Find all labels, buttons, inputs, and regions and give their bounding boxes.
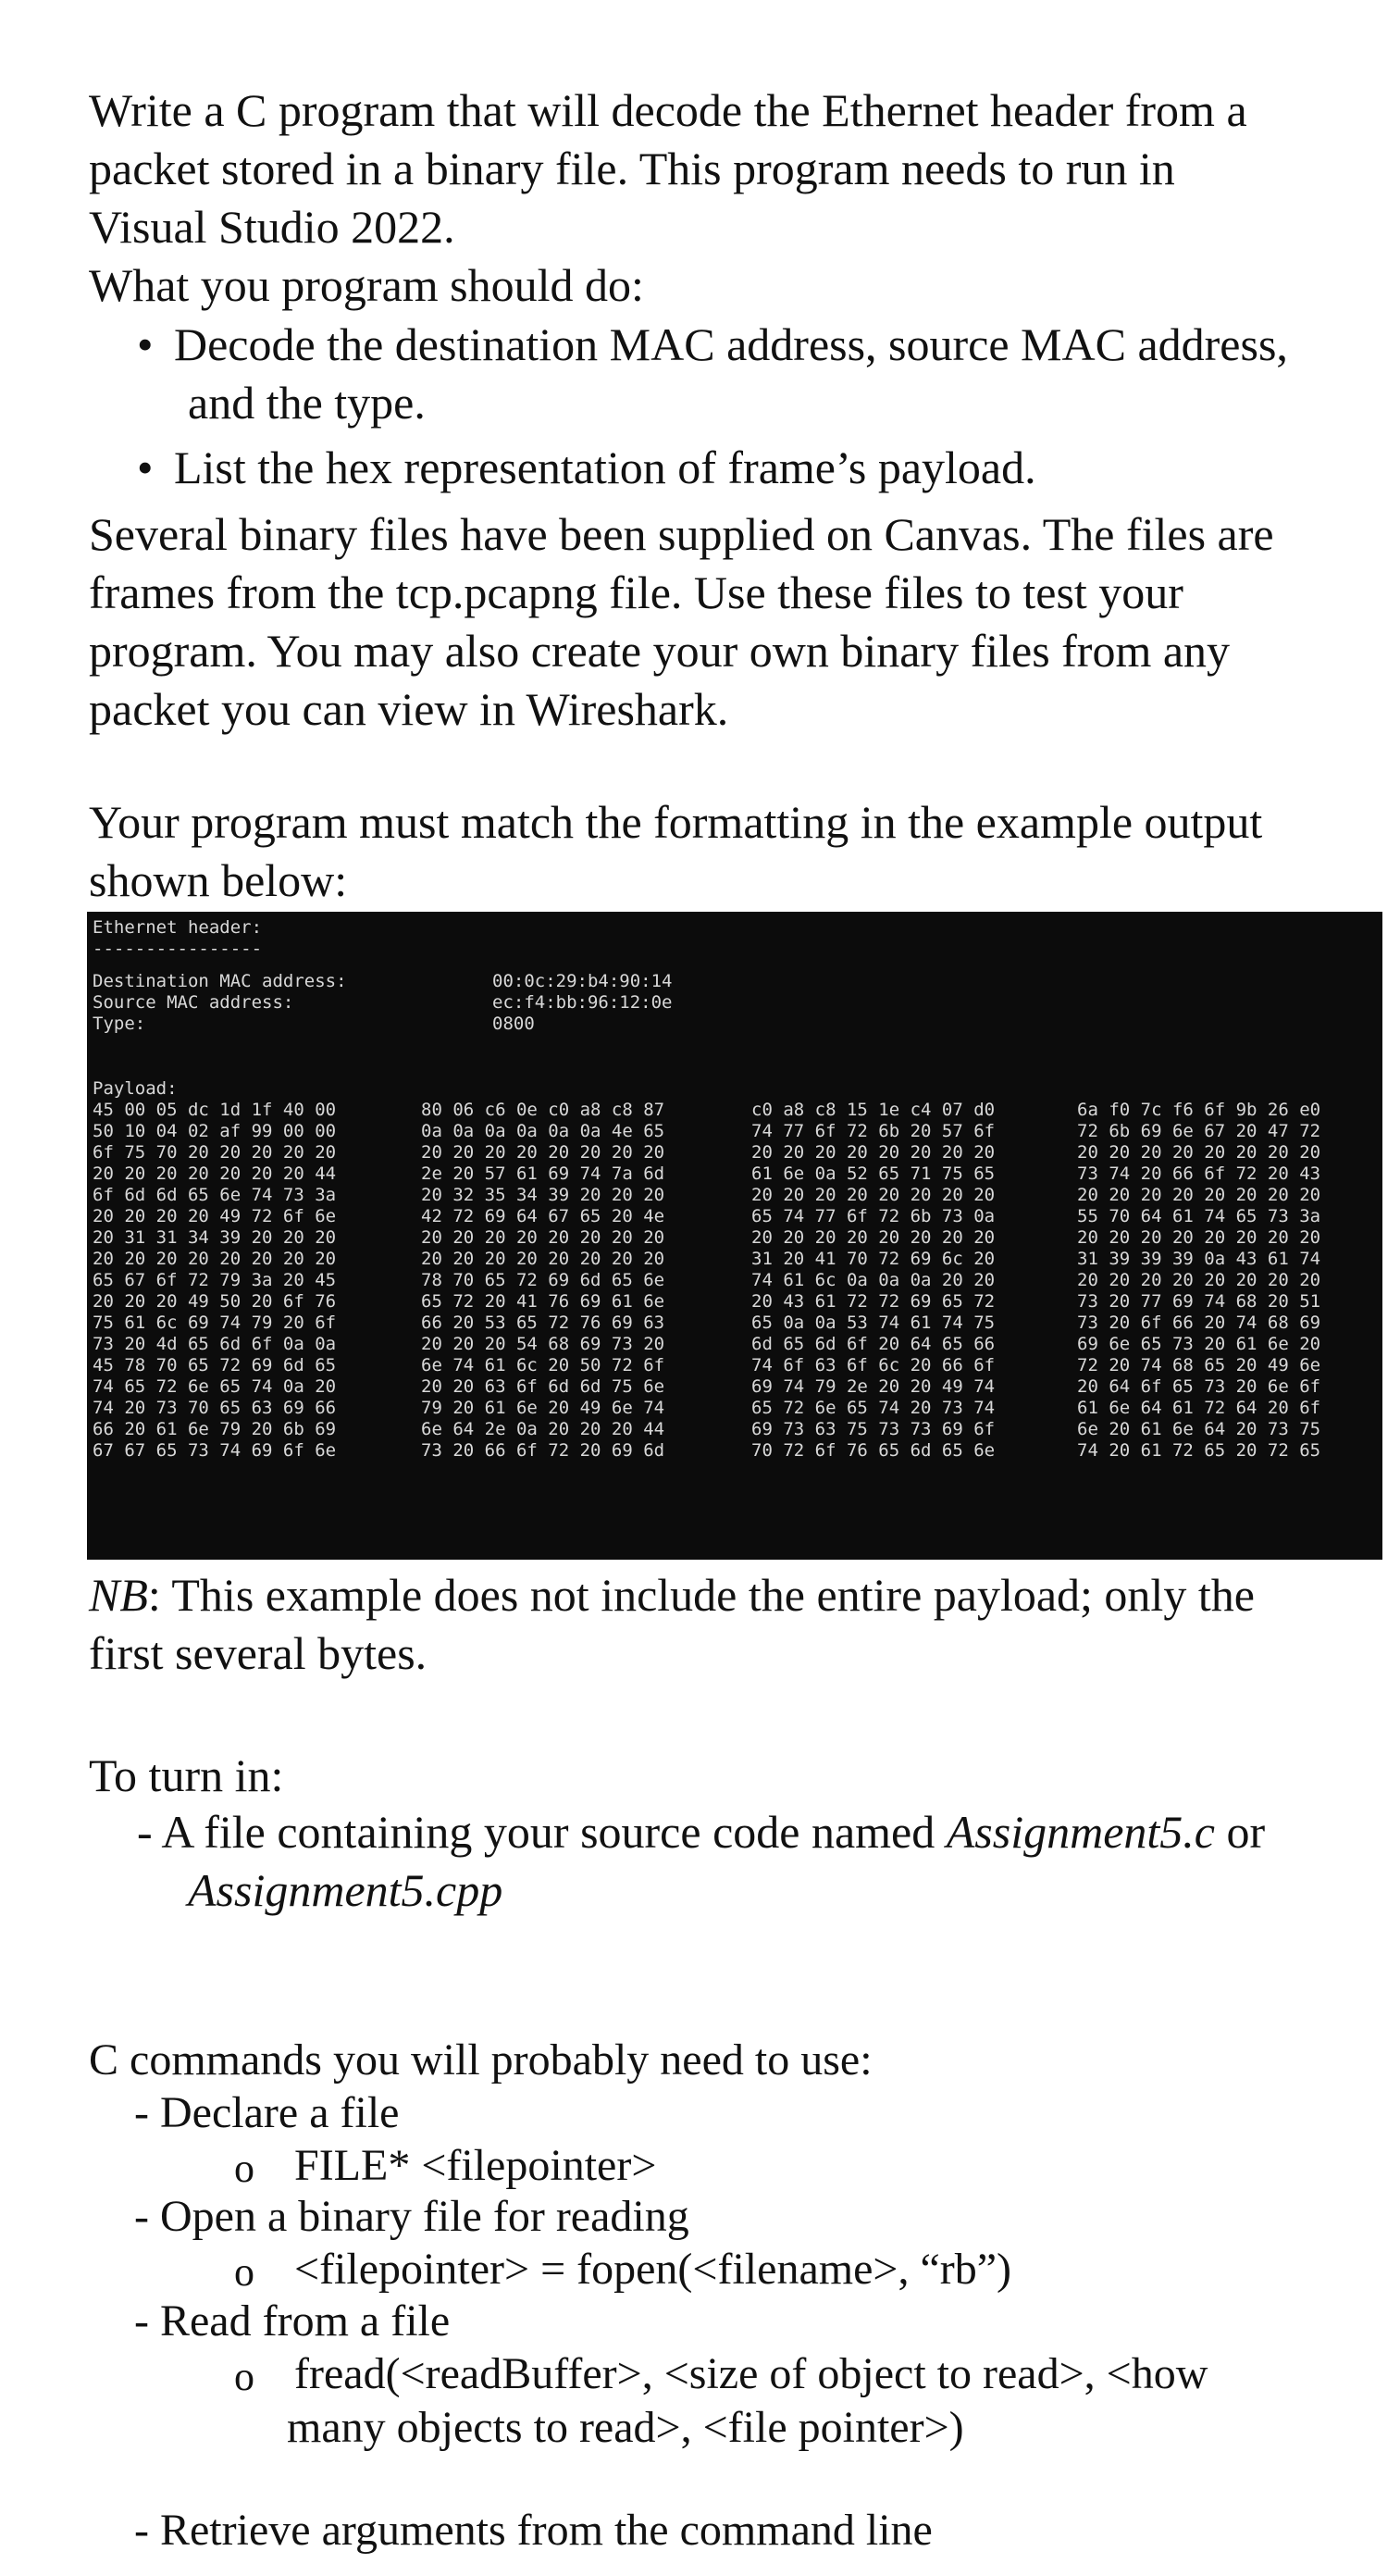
payload-hex-group: 72 6b 69 6e 67 20 47 72 (1077, 1121, 1321, 1141)
command-declare: - Declare a file (134, 2088, 400, 2137)
payload-hex-group: 79 20 61 6e 20 49 6e 74 (421, 1398, 665, 1418)
payload-hex-group: 20 20 20 54 68 69 73 20 (421, 1334, 665, 1354)
payload-hex-group: 20 31 31 34 39 20 20 20 (93, 1227, 337, 1248)
payload-hex-group: 74 65 72 6e 65 74 0a 20 (93, 1376, 337, 1397)
payload-hex-group: 65 72 6e 65 74 20 73 74 (751, 1398, 996, 1418)
payload-hex-group: 20 20 20 20 20 20 20 44 (93, 1164, 337, 1184)
payload-hex-group: 66 20 53 65 72 76 69 63 (421, 1313, 665, 1333)
payload-hex-group: 20 20 20 20 49 72 6f 6e (93, 1206, 337, 1226)
field-label-source: Source MAC address: (93, 992, 294, 1013)
files-line-3: program. You may also create your own binary files from any (89, 625, 1231, 677)
payload-hex-group: 73 20 6f 66 20 74 68 69 (1077, 1313, 1321, 1333)
payload-hex-group: 73 20 77 69 74 68 20 51 (1077, 1291, 1321, 1312)
field-label-destination: Destination MAC address: (93, 971, 347, 991)
payload-hex-group: 20 20 20 20 20 20 20 20 (1077, 1270, 1321, 1290)
payload-hex-group: 61 6e 0a 52 65 71 75 65 (751, 1164, 996, 1184)
command-read-sub-2: many objects to read>, <file pointer>) (287, 2403, 964, 2452)
sub-bullet-o: o (234, 2249, 254, 2295)
turn-in-file-c: Assignment5.c (946, 1806, 1215, 1858)
payload-hex-group: 20 20 20 20 20 20 20 20 (1077, 1185, 1321, 1205)
payload-hex-group: 65 0a 0a 53 74 61 74 75 (751, 1313, 996, 1333)
bullet-dot-2: • (137, 442, 154, 493)
payload-hex-group: 20 20 20 20 20 20 20 20 (1077, 1142, 1321, 1163)
payload-hex-group: 0a 0a 0a 0a 0a 0a 4e 65 (421, 1121, 665, 1141)
payload-hex-group: 6f 75 70 20 20 20 20 20 (93, 1142, 337, 1163)
payload-hex-group: 6d 65 6d 6f 20 64 65 66 (751, 1334, 996, 1354)
turn-in-item (137, 1803, 1265, 1861)
payload-hex-group: 65 67 6f 72 79 3a 20 45 (93, 1270, 337, 1290)
payload-hex-group: 20 20 20 20 20 20 20 20 (421, 1249, 665, 1269)
turn-in-or: or (1214, 1806, 1266, 1858)
payload-hex-group: 69 6e 65 73 20 61 6e 20 (1077, 1334, 1321, 1354)
field-label-type: Type: (93, 1014, 146, 1034)
payload-hex-group: 73 20 4d 65 6d 6f 0a 0a (93, 1334, 337, 1354)
payload-hex-group: 6a f0 7c f6 6f 9b 26 e0 (1077, 1100, 1321, 1120)
payload-hex-group: 61 6e 64 61 72 64 20 6f (1077, 1398, 1321, 1418)
commands-title: C commands you will probably need to use: (89, 2035, 873, 2084)
payload-hex-group: 6e 64 2e 0a 20 20 20 44 (421, 1419, 665, 1439)
payload-hex-group: 67 67 65 73 74 69 6f 6e (93, 1440, 337, 1461)
terminal-output (87, 912, 1382, 1560)
sub-bullet-o: o (234, 2354, 254, 2399)
payload-hex-group: 72 20 74 68 65 20 49 6e (1077, 1355, 1321, 1375)
payload-hex-group: 74 6f 63 6f 6c 20 66 6f (751, 1355, 996, 1375)
payload-hex-group: 74 20 61 72 65 20 72 65 (1077, 1440, 1321, 1461)
payload-hex-group: 20 20 20 20 20 20 20 20 (751, 1142, 996, 1163)
files-line-2: frames from the tcp.pcapng file. Use these files to test your (89, 566, 1183, 618)
payload-hex-group: 74 20 73 70 65 63 69 66 (93, 1398, 337, 1418)
payload-hex-group: 55 70 64 61 74 65 73 3a (1077, 1206, 1321, 1226)
command-open-sub: <filepointer> = fopen(<filename>, “rb”) (294, 2245, 1012, 2294)
files-line-4: packet you can view in Wireshark. (89, 683, 729, 735)
payload-hex-group: 20 64 6f 65 73 20 6e 6f (1077, 1376, 1321, 1397)
payload-hex-group: 73 20 66 6f 72 20 69 6d (421, 1440, 665, 1461)
payload-hex-group: 69 74 79 2e 20 20 49 74 (751, 1376, 996, 1397)
format-line-2: shown below: (89, 854, 348, 906)
payload-hex-group: 74 77 6f 72 6b 20 57 6f (751, 1121, 996, 1141)
payload-label: Payload: (93, 1078, 178, 1099)
payload-hex-group: c0 a8 c8 15 1e c4 07 d0 (751, 1100, 996, 1120)
nb-line-1 (89, 1566, 1255, 1624)
intro-line-1: Write a C program that will decode the Ethernet header from a (89, 84, 1247, 136)
bullet-1-line-2: and the type. (188, 377, 426, 429)
payload-hex-group: 31 20 41 70 72 69 6c 20 (751, 1249, 996, 1269)
command-declare-sub: FILE* <filepointer> (294, 2141, 657, 2190)
payload-hex-group: 6e 74 61 6c 20 50 72 6f (421, 1355, 665, 1375)
payload-hex-group: 2e 20 57 61 69 74 7a 6d (421, 1164, 665, 1184)
command-read-sub-1: fread(<readBuffer>, <size of object to read>, <how (294, 2349, 1208, 2398)
payload-hex-group: 20 32 35 34 39 20 20 20 (421, 1185, 665, 1205)
command-args: - Retrieve arguments from the command line (134, 2506, 933, 2555)
payload-hex-group: 6e 20 61 6e 64 20 73 75 (1077, 1419, 1321, 1439)
payload-hex-group: 65 74 77 6f 72 6b 73 0a (751, 1206, 996, 1226)
payload-hex-group: 31 39 39 39 0a 43 61 74 (1077, 1249, 1321, 1269)
payload-hex-group: 42 72 69 64 67 65 20 4e (421, 1206, 665, 1226)
payload-hex-group: 20 20 20 20 20 20 20 20 (93, 1249, 337, 1269)
payload-hex-group: 20 20 20 20 20 20 20 20 (421, 1142, 665, 1163)
field-value-source: ec:f4:bb:96:12:0e (492, 992, 673, 1013)
format-line-1: Your program must match the formatting in the example output (89, 796, 1263, 848)
nb-text: : This example does not include the entire payload; only the (147, 1569, 1255, 1621)
terminal-underline: ---------------- (93, 939, 263, 959)
nb-line-2: first several bytes. (89, 1627, 427, 1679)
terminal-heading: Ethernet header: (93, 917, 263, 938)
payload-hex-group: 20 20 20 20 20 20 20 20 (751, 1185, 996, 1205)
bullet-1-line-1: Decode the destination MAC address, source MAC address, (174, 318, 1288, 370)
payload-hex-group: 45 78 70 65 72 69 6d 65 (93, 1355, 337, 1375)
payload-hex-group: 20 20 20 20 20 20 20 20 (421, 1227, 665, 1248)
payload-hex-group: 69 73 63 75 73 73 69 6f (751, 1419, 996, 1439)
field-value-type: 0800 (492, 1014, 535, 1034)
payload-hex-group: 78 70 65 72 69 6d 65 6e (421, 1270, 665, 1290)
payload-hex-group: 50 10 04 02 af 99 00 00 (93, 1121, 337, 1141)
payload-hex-group: 20 20 63 6f 6d 6d 75 6e (421, 1376, 665, 1397)
payload-hex-group: 20 20 20 20 20 20 20 20 (1077, 1227, 1321, 1248)
intro-line-2: packet stored in a binary file. This program needs to run in (89, 143, 1175, 194)
payload-hex-group: 66 20 61 6e 79 20 6b 69 (93, 1419, 337, 1439)
command-read: - Read from a file (134, 2296, 451, 2346)
intro-line-3: Visual Studio 2022. (89, 201, 455, 253)
bullet-2-line-1: List the hex representation of frame’s payload. (174, 442, 1036, 493)
payload-hex-group: 75 61 6c 69 74 79 20 6f (93, 1313, 337, 1333)
bullet-dot-1: • (137, 318, 154, 370)
nb-label: NB (89, 1569, 148, 1621)
field-value-destination: 00:0c:29:b4:90:14 (492, 971, 673, 991)
payload-hex-group: 73 74 20 66 6f 72 20 43 (1077, 1164, 1321, 1184)
payload-hex-group: 6f 6d 6d 65 6e 74 73 3a (93, 1185, 337, 1205)
payload-hex-group: 65 72 20 41 76 69 61 6e (421, 1291, 665, 1312)
turn-in-file-cpp: Assignment5.cpp (188, 1864, 503, 1916)
command-open: - Open a binary file for reading (134, 2192, 689, 2241)
payload-hex-group: 70 72 6f 76 65 6d 65 6e (751, 1440, 996, 1461)
files-line-1: Several binary files have been supplied on Canvas. The files are (89, 508, 1274, 560)
payload-hex-group: 74 61 6c 0a 0a 0a 20 20 (751, 1270, 996, 1290)
payload-hex-group: 20 20 20 49 50 20 6f 76 (93, 1291, 337, 1312)
payload-hex-group: 80 06 c6 0e c0 a8 c8 87 (421, 1100, 665, 1120)
turn-in-title: To turn in: (89, 1749, 284, 1801)
intro-line-4: What you program should do: (89, 259, 644, 311)
payload-hex-group: 20 43 61 72 72 69 65 72 (751, 1291, 996, 1312)
turn-in-prefix: - A file containing your source code named (137, 1806, 947, 1858)
payload-hex-group: 45 00 05 dc 1d 1f 40 00 (93, 1100, 337, 1120)
sub-bullet-o: o (234, 2146, 254, 2191)
payload-hex-group: 20 20 20 20 20 20 20 20 (751, 1227, 996, 1248)
